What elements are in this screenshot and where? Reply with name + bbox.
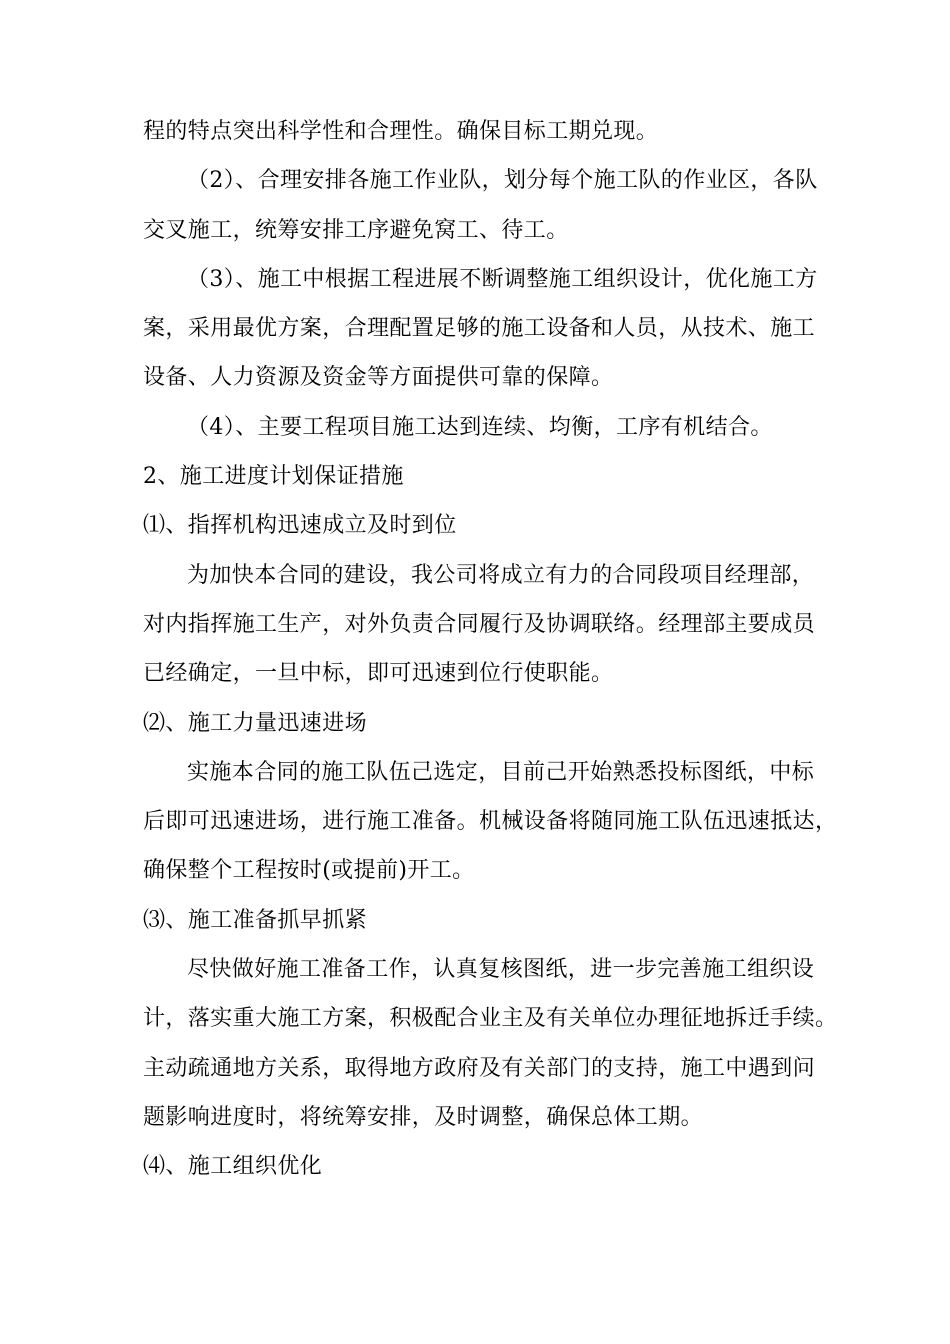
text-line: ⑴、指挥机构迅速成立及时到位 bbox=[143, 513, 457, 539]
text-line: 主动疏通地方关系，取得地方政府及有关部门的支持，施工中遇到问 bbox=[143, 1055, 816, 1081]
text-line: 尽快做好施工准备工作，认真复核图纸，进一步完善施工组织设 bbox=[187, 957, 815, 983]
text-line: ⑵、施工力量迅速进场 bbox=[143, 710, 368, 736]
text-line: 后即可迅速进场，进行施工准备。机械设备将随同施工队伍迅速抵达， bbox=[143, 809, 838, 835]
document-page bbox=[143, 107, 838, 1192]
text-line: 题影响进度时，将统筹安排，及时调整，确保总体工期。 bbox=[143, 1104, 704, 1130]
text-line: ⑷、施工组织优化 bbox=[143, 1154, 323, 1180]
text-line: 交叉施工，统筹安排工序避免窝工、待工。 bbox=[143, 217, 569, 243]
text-line: 2、施工进度计划保证措施 bbox=[143, 464, 404, 490]
text-line: 已经确定，一旦中标，即可迅速到位行使职能。 bbox=[143, 661, 614, 687]
text-line: 确保整个工程按时(或提前)开工。 bbox=[143, 858, 475, 884]
text-line: （2）、合理安排各施工作业队，划分每个施工队的作业区，各队 bbox=[187, 168, 818, 194]
text-line: （3）、施工中根据工程进展不断调整施工组织设计，优化施工方 bbox=[187, 266, 818, 292]
text-line: 案，采用最优方案，合理配置足够的施工设备和人员，从技术、施工 bbox=[143, 316, 816, 342]
text-line: 为加快本合同的建设，我公司将成立有力的合同段项目经理部， bbox=[187, 562, 815, 588]
text-line: 实施本合同的施工队伍己选定，目前己开始熟悉投标图纸，中标 bbox=[187, 759, 815, 785]
text-line: （4）、主要工程项目施工达到连续、均衡，工序有机结合。 bbox=[187, 414, 773, 440]
text-line: 程的特点突出科学性和合理性。确保目标工期兑现。 bbox=[143, 119, 659, 144]
text-line: 设备、人力资源及资金等方面提供可靠的保障。 bbox=[143, 365, 614, 391]
text-line: 计，落实重大施工方案，积极配合业主及有关单位办理征地拆迁手续。 bbox=[143, 1006, 838, 1032]
text-line: ⑶、施工准备抓早抓紧 bbox=[143, 907, 368, 933]
text-line: 对内指挥施工生产，对外负责合同履行及协调联络。经理部主要成员 bbox=[143, 611, 816, 637]
